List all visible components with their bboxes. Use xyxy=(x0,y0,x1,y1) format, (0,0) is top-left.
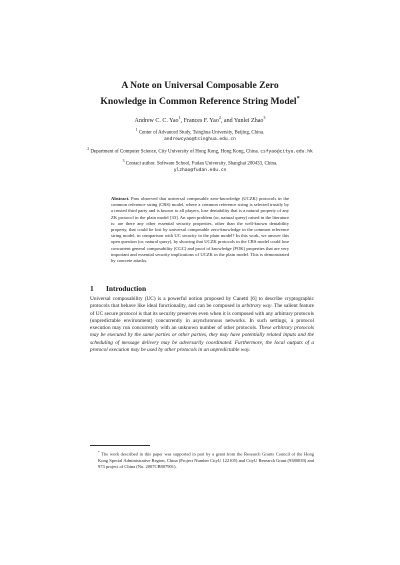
body-text-run: . The salient feature of UC secure protocol is that its security preserves even when it is composed with any arbitrary protocols (unpredictable environment) concurrently in asynchronous networks. In such settings, a protocol execution may run concurrently with an unknown number of other protocols. xyxy=(90,303,315,332)
affiliation-number: 3 xyxy=(122,158,125,163)
abstract xyxy=(111,196,289,264)
affiliation-list xyxy=(70,127,330,176)
footnote-body xyxy=(90,449,314,470)
section-number: 1 xyxy=(90,284,94,293)
author-separator: , xyxy=(180,118,184,124)
author-separator: , and xyxy=(220,118,234,124)
body-text-run: Universal composability (UC) is a powerful notion proposed by Canetti [6] to describe cryptographic protocols that behave like ideal functionality, and can be composed in xyxy=(90,296,314,310)
author-name: Yunlei Zhao xyxy=(233,118,264,124)
affiliation xyxy=(70,146,330,156)
footnote xyxy=(90,449,314,470)
affiliation-text: Center of Advanced Study, Tsinghua University, Beijing, China. xyxy=(138,130,265,136)
body-text xyxy=(90,296,314,354)
section-heading xyxy=(90,284,330,293)
author-name: Frances F. Yao xyxy=(183,118,219,124)
affiliation-email: andrewcyao@tsinghua.edu.cn xyxy=(164,137,236,143)
affiliation xyxy=(70,158,330,174)
affiliation xyxy=(70,127,330,143)
author-name: Andrew C. C. Yao xyxy=(134,118,179,124)
body-emphasis: arbitrary way xyxy=(241,303,272,310)
affiliation-email: ylzhao@fudan.edu.cn xyxy=(173,167,227,173)
paper-title xyxy=(40,79,360,108)
footnote-rule xyxy=(90,445,150,446)
author-list xyxy=(40,114,360,125)
abstract-text: Pass observed that universal composable zero-knowledge (UCZK) protocols in the common reference string (CRS) model, where a common reference string is selected trustily by a trusted third party and is known to all players, lose deniability that is a natural property of any ZK protocol in the plain model [33]. An open problem (or, natural query) raised in the literature is: are there any other essential security properties, other than the well-known deniability property, that could be lost by universal composable zero-knowledge in the common reference string model, in comparison with UC security in the plain model? In this work, we answer this open question (or, natural query), by showing that UCZK protocols in the CRS model could lose concurrent general composability (CGC) and proof of knowledge (POK) properties that are very important and essential security implications of UCZK in the plain model. This is demonstrated by concrete attacks. xyxy=(111,196,289,264)
abstract-label: Abstract. xyxy=(111,196,130,201)
affiliation-number: 2 xyxy=(87,146,90,151)
body-emphasis: These arbitrary protocols may be executed by the same parties or other parties, they may have potentially related inputs and the scheduling of message delivery may be adversarily coordinated. Furthermore, the local outputs of a protocol execution may be used by other protocols in an unpredictable way. xyxy=(90,325,314,354)
title-line-2-text: Knowledge in Common Reference String Model xyxy=(100,95,297,107)
title-line-2 xyxy=(40,93,360,109)
author-affil-ref: 3 xyxy=(263,115,266,120)
body-paragraph xyxy=(90,296,314,354)
affiliation-text: Contact author. Software School, Fudan University, Shanghai 200433, China. xyxy=(125,161,278,167)
affiliation-text: Department of Computer Science, City University of Hong Kong, Hong Kong, China. xyxy=(90,149,259,155)
author-affil-ref: 1 xyxy=(178,115,181,120)
author-affil-ref: 2 xyxy=(218,115,221,120)
footnote-text: The work described in this paper was supported in part by a grant from the Research Grants Council of the Hong Kong Special Administrative Region, China (Project Number CityU 122105) and CityU Research Grant (9380039) and 973 project of China (No. 2007CB807901). xyxy=(98,451,314,469)
affiliation-email: csfyao@cityu.edu.hk xyxy=(260,149,313,155)
title-line-1: A Note on Universal Composable Zero xyxy=(121,80,279,91)
affiliation-number: 1 xyxy=(135,128,138,132)
footnote-marker: * xyxy=(98,450,100,454)
title-footnote-marker: * xyxy=(296,95,300,102)
section-title: Introduction xyxy=(106,284,147,293)
